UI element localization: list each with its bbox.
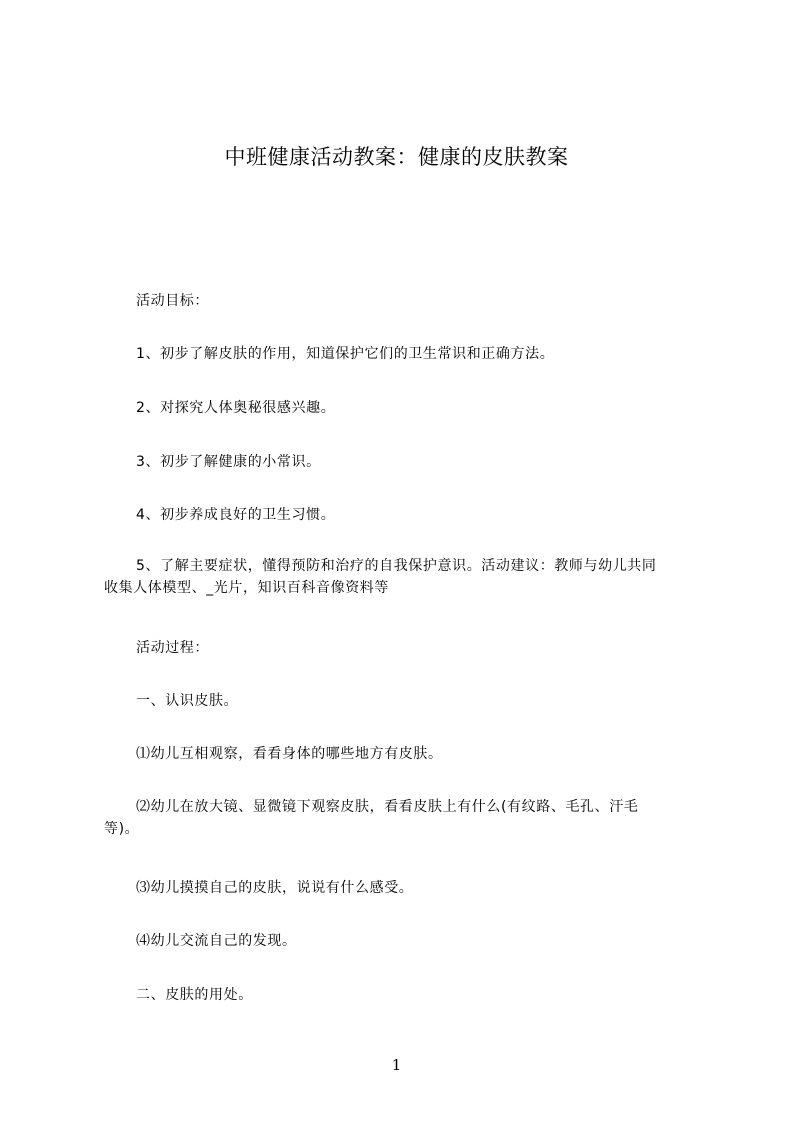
- paragraph-line: 5、了解主要症状，懂得预防和治疗的自我保护意识。活动建议：教师与幼儿共同: [136, 558, 657, 574]
- paragraph-line: 4、初步养成良好的卫生习惯。: [136, 507, 336, 523]
- paragraph-line: 收集人体模型、_光片，知识百科音像资料等: [104, 580, 389, 596]
- paragraph-line: ⑴幼儿互相观察，看看身体的哪些地方有皮肤。: [136, 746, 443, 762]
- paragraph-line: 活动目标：: [136, 293, 209, 309]
- paragraph-line: 二、皮肤的用处。: [136, 987, 253, 1003]
- paragraph-line: 活动过程：: [136, 640, 209, 656]
- paragraph-step-1: [104, 743, 704, 765]
- paragraph-step-4: [104, 930, 704, 952]
- paragraph-goal-2: [104, 397, 704, 419]
- paragraph-line: 等)。: [104, 821, 140, 837]
- paragraph-goals-heading: [104, 290, 704, 312]
- paragraph-step-3: [104, 877, 704, 899]
- paragraph-line: 1、初步了解皮肤的作用，知道保护它们的卫生常识和正确方法。: [136, 346, 555, 362]
- paragraph-line: 2、对探究人体奥秘很感兴趣。: [136, 400, 336, 416]
- paragraph-process-heading: [104, 637, 704, 659]
- paragraph-section-2: [104, 984, 704, 1006]
- paragraph-line: 一、认识皮肤。: [136, 693, 239, 709]
- paragraph-goal-1: [104, 343, 704, 365]
- paragraph-line: ⑵幼儿在放大镜、显微镜下观察皮肤，看看皮肤上有什么(有纹路、毛孔、汗毛: [136, 799, 639, 815]
- paragraph-goal-3: [104, 451, 704, 473]
- paragraph-line: ⑷幼儿交流自己的发现。: [136, 933, 297, 949]
- paragraph-step-2: [104, 796, 704, 840]
- paragraph-line: 3、初步了解健康的小常识。: [136, 454, 321, 470]
- paragraph-section-1: [104, 690, 704, 712]
- paragraph-goal-5: [104, 555, 704, 599]
- document-title: 中班健康活动教案：健康的皮肤教案: [224, 145, 569, 169]
- page-number: 1: [391, 1056, 402, 1074]
- paragraph-line: ⑶幼儿摸摸自己的皮肤，说说有什么感受。: [136, 880, 414, 896]
- paragraph-goal-4: [104, 504, 704, 526]
